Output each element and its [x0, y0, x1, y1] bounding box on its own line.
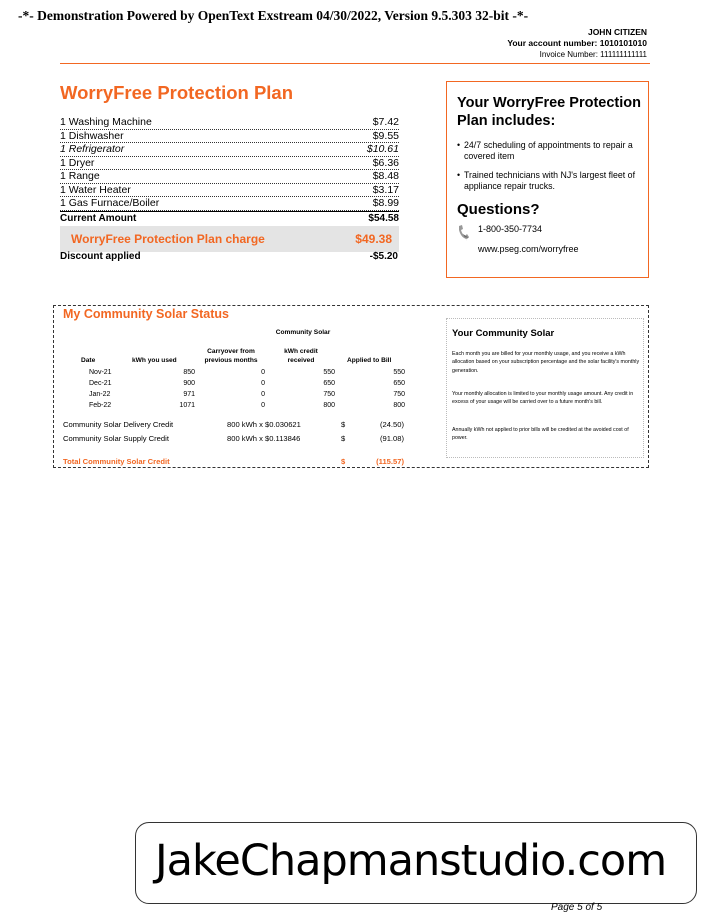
- plan-includes-box: [446, 81, 649, 278]
- worryfree-title: WorryFree Protection Plan: [60, 82, 294, 103]
- discount-row: [60, 251, 399, 262]
- column-header: kWh credit received: [284, 348, 318, 364]
- column-header: Applied to Bill: [347, 357, 392, 364]
- item-amount: $9.55: [372, 129, 399, 142]
- current-amount-row: [60, 211, 399, 225]
- list-item: [60, 143, 399, 157]
- item-label: 1 Dryer: [60, 156, 95, 169]
- includes-title: Your WorryFree Protection Plan includes:: [457, 95, 641, 129]
- column-header: Carryover from previous months: [204, 348, 258, 364]
- solar-info-paragraph: Each month you are billed for your monthly usage, and you receive a kWh allocation based on your subscription percentage and the solar facility's monthly generation.: [452, 351, 640, 374]
- item-label: 1 Refrigerator: [60, 143, 125, 155]
- item-amount: $6.36: [372, 156, 399, 169]
- solar-title: My Community Solar Status: [63, 307, 229, 321]
- discount-label: Discount applied: [60, 251, 141, 262]
- item-amount: $8.48: [372, 170, 399, 182]
- discount-amount: -$5.20: [369, 251, 398, 262]
- item-amount: $7.42: [372, 116, 399, 128]
- current-amount-value: $54.58: [368, 212, 399, 224]
- item-label: 1 Dishwasher: [60, 129, 124, 142]
- list-item: • Trained technicians with NJ's largest fleet of appliance repair trucks.: [457, 170, 636, 191]
- solar-info-title: Your Community Solar: [452, 328, 555, 339]
- customer-name: JOHN CITIZEN: [587, 27, 647, 37]
- list-item: [60, 184, 399, 198]
- account-info: [507, 27, 647, 60]
- item-label: 1 Gas Furnace/Boiler: [60, 197, 160, 209]
- item-amount: $10.61: [366, 143, 399, 155]
- item-label: 1 Range: [60, 170, 100, 182]
- worryfree-items: [60, 116, 399, 225]
- header-divider: [60, 63, 650, 64]
- item-label: 1 Washing Machine: [60, 116, 152, 128]
- list-item: [60, 157, 399, 171]
- solar-info-paragraph: Annually kWh not applied to prior bills will be credited at the avoided cost of power.: [452, 427, 629, 442]
- item-amount: $8.99: [372, 197, 399, 209]
- column-header: kWh you used: [132, 357, 177, 364]
- solar-info-panel: [446, 318, 644, 458]
- plan-charge-amount: $49.38: [355, 232, 392, 246]
- list-item: [60, 197, 399, 211]
- list-item: [60, 130, 399, 144]
- account-number: Your account number: 1010101010: [507, 38, 647, 48]
- bullet-icon: •: [457, 140, 461, 150]
- plan-charge-label: WorryFree Protection Plan charge: [71, 232, 265, 246]
- table-group-header: Community Solar: [275, 329, 331, 336]
- questions-heading: Questions?: [457, 201, 540, 218]
- plan-charge-bar: [60, 226, 399, 252]
- demo-banner: -*- Demonstration Powered by OpenText Exstream 04/30/2022, Version 9.5.303 32-bit -*-: [18, 8, 529, 23]
- website-link[interactable]: www.pseg.com/worryfree: [478, 244, 579, 254]
- item-label: 1 Water Heater: [60, 183, 131, 196]
- phone-number[interactable]: 1-800-350-7734: [478, 224, 543, 234]
- page-number: Page 5 of 5: [551, 902, 603, 913]
- bullet-icon: •: [457, 170, 461, 180]
- phone-icon: [457, 224, 470, 242]
- current-amount-label: Current Amount: [60, 212, 137, 224]
- column-header: Date: [81, 357, 96, 364]
- list-item: • 24/7 scheduling of appointments to repair a covered item: [457, 140, 633, 161]
- watermark-box: JakeChapmanstudio.com: [135, 822, 697, 904]
- list-item: [60, 116, 399, 130]
- list-item: [60, 170, 399, 184]
- item-amount: $3.17: [372, 183, 399, 196]
- solar-info-paragraph: Your monthly allocation is limited to your monthly usage amount. Any credit in excess of your usage will be carried over to a future month's bill.: [452, 391, 634, 406]
- community-solar-section: My Community Solar Status Community Solar Date kWh you used Carryover from previous months kWh credit received Applied to Bill Nov-21 850 0 550 550 Dec-21 900 0 650 650 Jan-22 971 0 750 750 Feb-22 1071 0 800 800 Community Solar Delivery Credit 800 kWh x $0.030621 $ (24.50) Community Solar Supply Credit 800 kWh x $0.113846 $ (91.08) Total Community Solar Credit $ (115.57) Your Community Solar Each month you are billed for your monthly usage, and you receive a kWh allocation based on your subscription percentage and the solar facility's monthly generation. Your monthly allocation is limited to your monthly usage amount. Any credit in excess of your usage will be carried over to a future month's bill. Annually kWh not applied to prior bills will be credited at the avoided cost of power.: [53, 305, 649, 468]
- invoice-number: Invoice Number: 111111111111: [539, 50, 647, 59]
